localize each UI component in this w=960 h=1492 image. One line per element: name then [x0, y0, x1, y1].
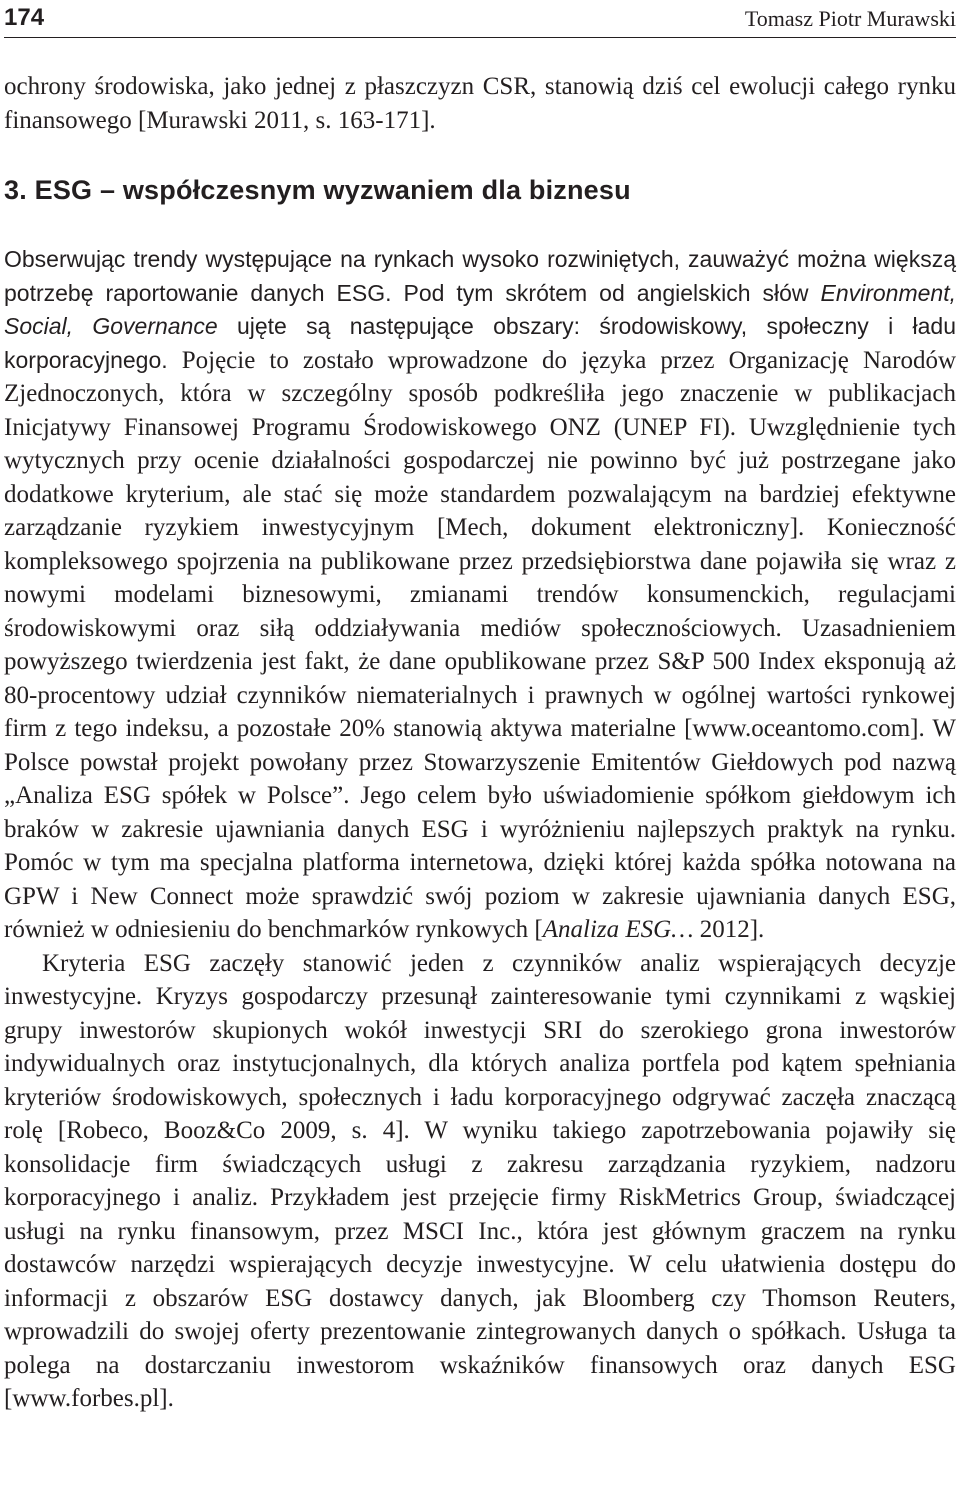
paragraph-1-lead: Obserwując trendy występujące na rynkach wysoko rozwiniętych, zauważyć można większą potrzebę raportowanie danych ESG. Pod tym skrótem od angielskich słów [4, 246, 956, 306]
page-header [4, 2, 956, 38]
paragraph-1-citation: Analiza ESG… [542, 916, 694, 943]
intro-paragraph: ochrony środowiska, jako jednej z płaszczyzn CSR, stanowią dziś cel ewolucji całego rynku finansowego [Murawski 2011, s. 163-171]. [4, 73, 956, 134]
paragraph-2: Kryteria ESG zaczęły stanowić jeden z czynników analiz wspierających decyzje inwestycyjne. Kryzys gospodarczy przesunął zainteresowanie tymi czynnikami z wąskiej grupy inwestorów skupionych wokół inwestycji SRI do szerokiego grona inwestorów indywidualnych oraz instytucjonalnych, dla których analiza portfela pod kątem spełniania kryteriów środowiskowych, społecznych i ładu korporacyjnego odgrywać zaczęła znaczącą rolę [Robeco, Booz&Co 2009, s. 4]. W wyniku takiego zapotrzebowania pojawiły się konsolidacje firm świadczących usługi z zakresu zarządzania ryzykiem, nadzoru korporacyjnego i analiz. Przykładem jest przejęcie firmy RiskMetrics Group, świadczącej usługi na rynku finansowym, przez MSCI Inc., która jest głównym graczem na rynku dostawców narzędzi wspierających decyzje inwestycyjne. W celu ułatwienia dostępu do informacji z obszarów ESG dostawcy danych, jak Bloomberg czy Thomson Reuters, wprowadzili do swojej oferty prezentowanie zintegrowanych danych o spółkach. Usługa ta polega na dostarczaniu inwestorom wskaźników finansowych oraz danych ESG [www.forbes.pl]. [4, 949, 956, 1412]
paragraph-1 [4, 243, 956, 947]
header-rule [4, 37, 956, 38]
paragraph-1-body: Pojęcie to zostało wprowadzone do języka przez Organizację Narodów Zjednoczonych, która w szczególny sposób podkreśliła jego znaczenie w publikacjach Inicjatywy Finansowej Programu Środowiskowego ONZ (UNEP FI). Uwzględnienie tych wytycznych przy ocenie działalności gospodarczej nie powinno być już postrzegane jako dodatkowe kryterium, ale stać się może standardem pozwalającym na bardziej efektywne zarządzanie ryzykiem inwestycyjnym [Mech, dokument elektroniczny]. Konieczność kompleksowego spojrzenia na publikowane przez przedsiębiorstwa dane pojawiła się wraz z nowymi modelami biznesowymi, zmianami trendów konsumenckich, regulacjami środowiskowymi oraz siłą oddziaływania mediów społecznościowych. Uzasadnieniem powyższego twierdzenia jest fakt, że dane opublikowane przez S&P 500 Index eksponują aż 80-procentowy udział czynników niematerialnych i prawnych w ogólnej wartości rynkowej firm z tego indeksu, a pozostałe 20% stanowią aktywa materialne [www.oceantomo.com]. W Polsce powstał projekt powołany przez Stowarzyszenie Emitentów Giełdowych pod nazwą „Analiza ESG spółek w Polsce”. Jego celem było uświadomienie spółkom giełdowym ich braków w zakresie ujawniania danych ESG i wyróżnieniu najlepszych praktyk na rynku. Pomóc w tym ma specjalna platforma internetowa, dzięki której każda spółka notowana na GPW i New Connect może sprawdzić swój poziom w zakresie ujawniania danych ESG, również w odniesieniu do benchmarków rynkowych [ [4, 346, 956, 943]
page-body [4, 70, 956, 1416]
running-head-author: Tomasz Piotr Murawski [744, 6, 956, 31]
section-heading: 3. ESG – współczesnym wyzwaniem dla biznesu [4, 175, 631, 205]
paragraph-1-body-end: 2012]. [693, 916, 765, 943]
paragraph-1-lead-end: ujęte są następujące obszary: środowiskowy, społeczny i ładu korporacyjnego. [4, 313, 956, 373]
page-number: 174 [4, 4, 45, 31]
paragraph-1-italic-terms: Environment, Social, Governance [4, 279, 956, 339]
